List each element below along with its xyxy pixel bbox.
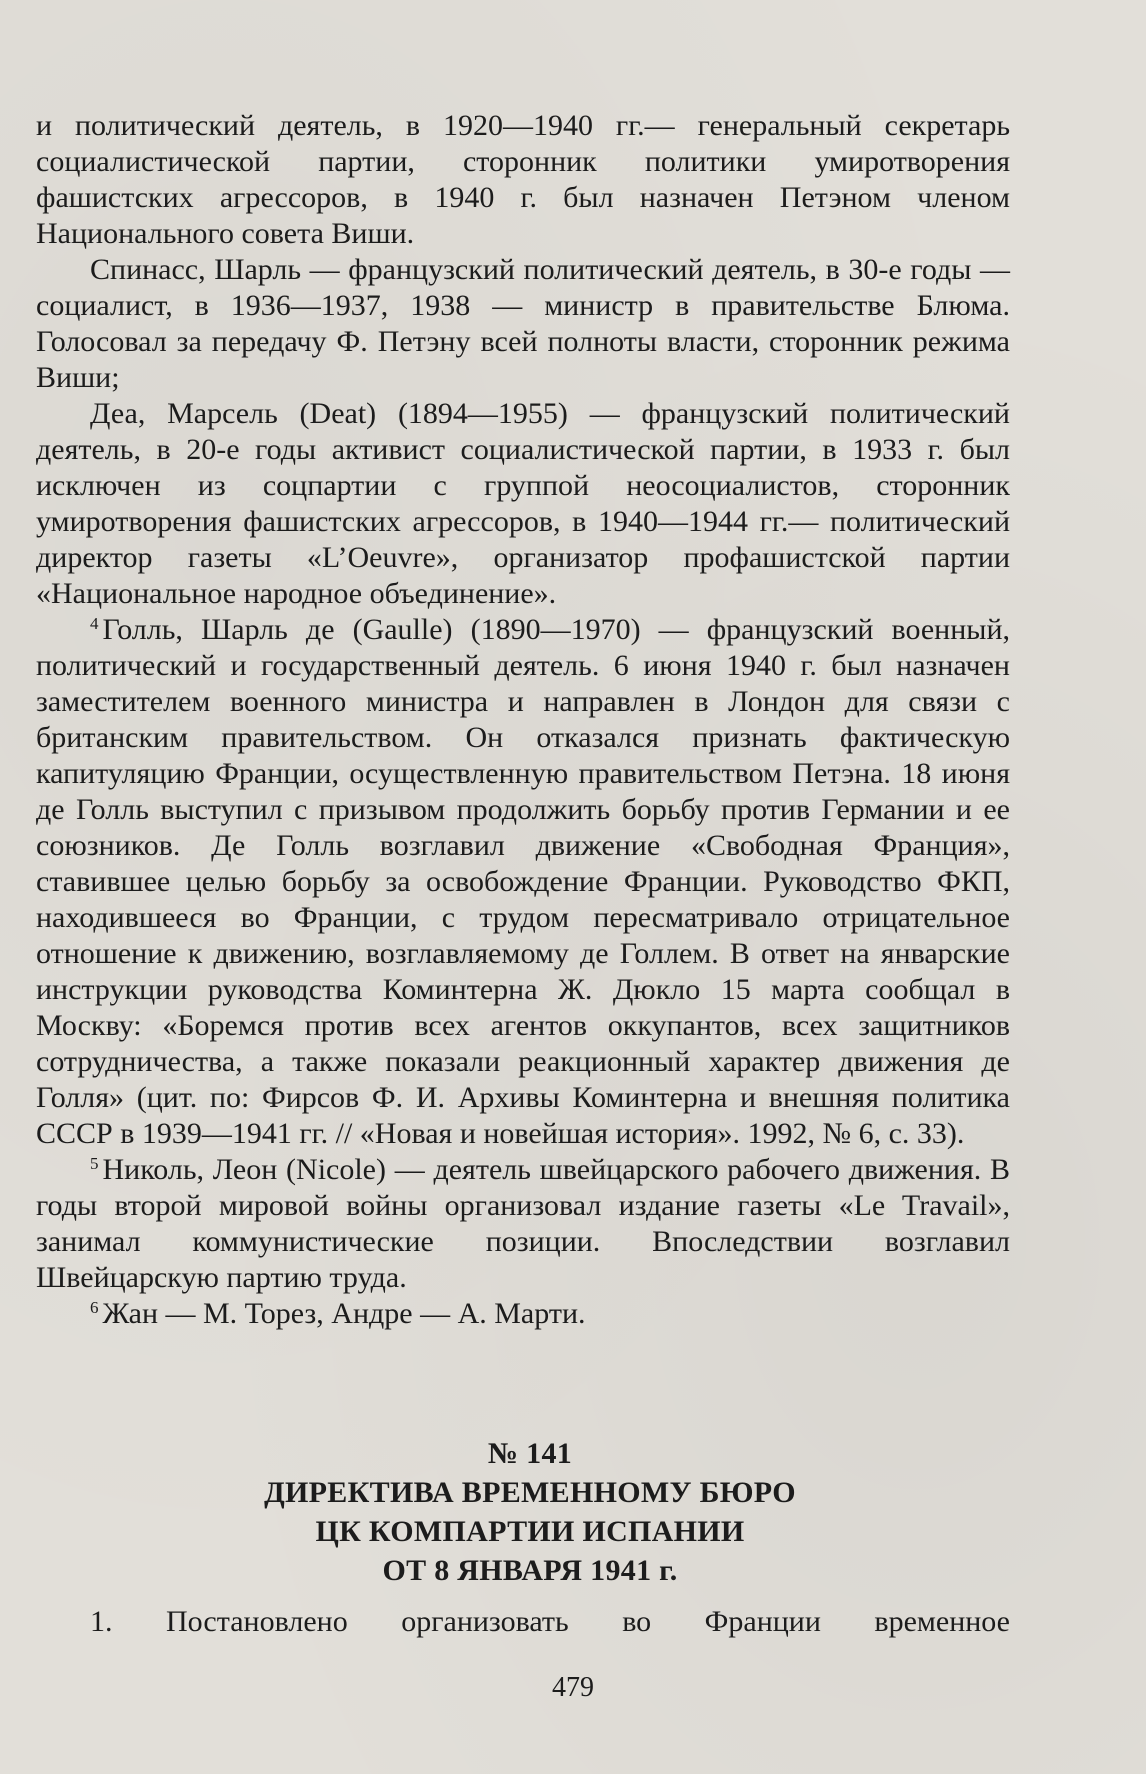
footnote-6-text: Жан — М. Торез, Андре — А. Марти.: [102, 1297, 586, 1330]
footnote-5-text: Николь, Леон (Nicole) — деятель швейцарского рабочего движения. В годы второй мировой войны организовал издание газеты «Le Travail», занимал коммунистические позиции. Впоследствии возглавил Швейцарскую партию труда.: [36, 1153, 1010, 1294]
text-block: [36, 108, 1010, 1332]
heading-line-1: ДИРЕКТИВА ВРЕМЕННОМУ БЮРО: [264, 1476, 796, 1509]
page-number: 479: [552, 1672, 594, 1703]
document-heading: [180, 1434, 880, 1590]
paragraph-continuation: и политический деятель, в 1920—1940 гг.— генеральный секретарь социалистической партии, сторонник политики умиротворения фашистских агрессоров, в 1940 г. был назначен Петэном членом Национального совета Виши.: [36, 109, 1010, 250]
body-item-1: 1. Постановлено организовать во Франции временное: [90, 1605, 1010, 1638]
heading-line-2: ЦК КОМПАРТИИ ИСПАНИИ: [315, 1515, 745, 1548]
heading-line-3: ОТ 8 ЯНВАРЯ 1941 г.: [382, 1554, 678, 1587]
footnote-4: [36, 612, 1010, 1152]
footnote-5-number: 5: [90, 1154, 99, 1173]
paragraph-deat: Деа, Марсель (Deat) (1894—1955) — французский политический деятель, в 20-е годы активист социалистической партии, в 1933 г. был исключен из соцпартии с группой неосоциалистов, сторонник умиротворения фашистских агрессоров, в 1940—1944 гг.— политический директор газеты «L’Oeuvre», организатор профашистской партии «Национальное народное объединение».: [36, 397, 1010, 610]
footnote-4-text: Голль, Шарль де (Gaulle) (1890—1970) — французский военный, политический и государственный деятель. 6 июня 1940 г. был назначен заместителем военного министра и направлен в Лондон для связи с британским правительством. Он отказался признать фактическую капитуляцию Франции, осуществленную правительством Петэна. 18 июня де Голль выступил с призывом продолжить борьбу против Германии и ее союзников. Де Голль возглавил движение «Свободная Франция», ставившее целью борьбу за освобождение Франции. Руководство ФКП, находившееся во Франции, с трудом пересматривало отрицательное отношение к движению, возглавляемому де Голлем. В ответ на январские инструкции руководства Коминтерна Ж. Дюкло 15 марта сообщал в Москву: «Боремся против всех агентов оккупантов, всех защитников сотрудничества, а также показали реакционный характер движения де Голля» (цит. по: Фирсов Ф. И. Архивы Коминтерна и внешняя политика СССР в 1939—1941 гг. // «Новая и новейшая история». 1992, № 6, с. 33).: [36, 613, 1010, 1150]
footnote-6-number: 6: [90, 1298, 99, 1317]
footnote-5: [36, 1152, 1010, 1296]
document-number: № 141: [487, 1437, 573, 1470]
paragraph-spinasse: Спинасс, Шарль — французский политический деятель, в 30-е годы — социалист, в 1936—1937, 1938 — министр в правительстве Блюма. Голосовал за передачу Ф. Петэну всей полноты власти, сторонник режима Виши;: [36, 253, 1010, 394]
footnote-4-number: 4: [90, 614, 99, 633]
footnote-6: [36, 1296, 1010, 1332]
